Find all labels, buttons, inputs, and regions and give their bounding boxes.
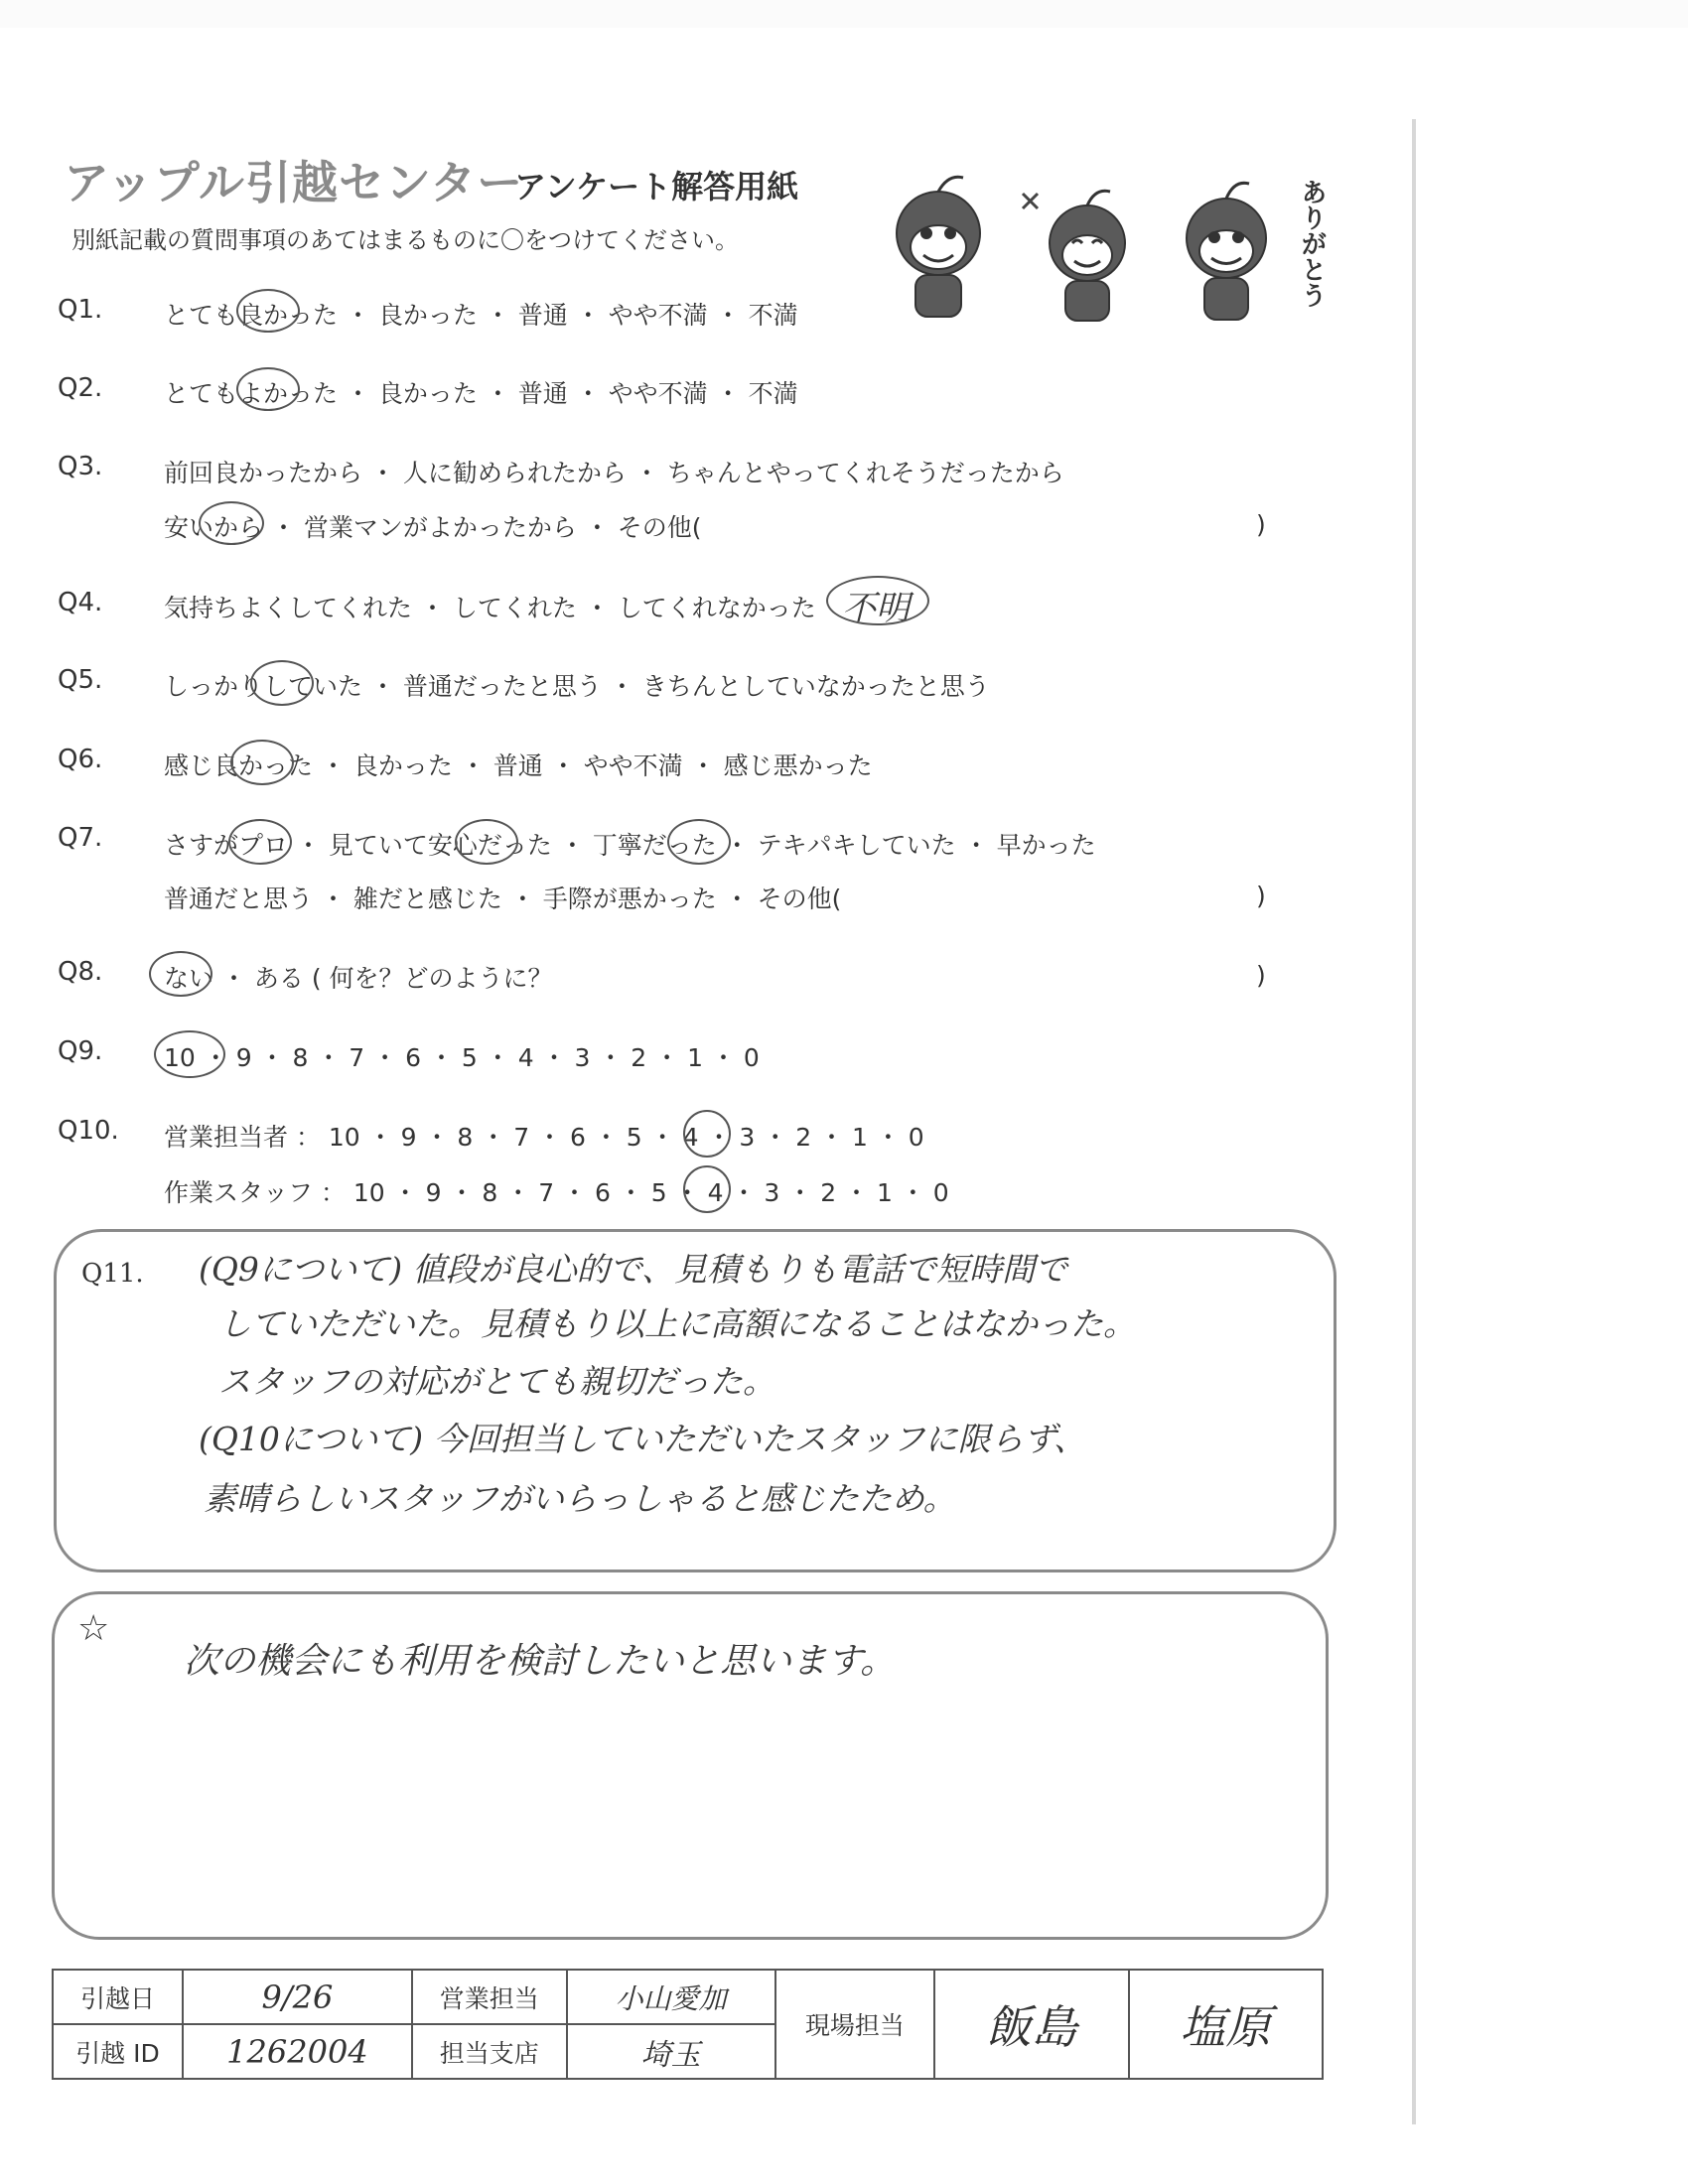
q5-circle-mark: [250, 660, 314, 706]
q8-circle-mark: [149, 951, 212, 997]
sales-label: 営業担当: [412, 1970, 567, 2024]
q11-handwritten-line-3: スタッフの対応がとても親切だった。: [218, 1362, 775, 1401]
q10-label: Q10.: [58, 1116, 119, 1146]
company-title: アップル引越センター: [64, 156, 524, 209]
q7-paren-close: ): [1256, 882, 1266, 910]
q4-circle-mark: [826, 576, 929, 625]
sales-value: 小山愛加: [567, 1970, 775, 2024]
q3-options-line2: 安いから ・ 営業マンがよかったから ・ その他(: [164, 513, 702, 542]
q4-label: Q4.: [58, 588, 103, 617]
q11-label: Q11.: [81, 1259, 144, 1289]
branch-value: 埼玉: [567, 2024, 775, 2079]
site-staff-2: 塩原: [1129, 1970, 1323, 2079]
site-label: 現場担当: [775, 1970, 935, 2079]
q6-circle-mark: [230, 740, 294, 785]
site-staff-1: 飯島: [934, 1970, 1128, 2079]
q2-circle-mark: [236, 367, 300, 411]
monkey-mascot-3: [1187, 183, 1266, 320]
q8-paren-close: ): [1256, 961, 1266, 990]
q6-options: 感じ良かった ・ 良かった ・ 普通 ・ やや不満 ・ 感じ悪かった: [164, 751, 873, 780]
q9-scale: 10 ・ 9 ・ 8 ・ 7 ・ 6 ・ 5 ・ 4 ・ 3 ・ 2 ・ 1 ・ 0: [164, 1043, 760, 1072]
form-subtitle: アンケート解答用紙: [514, 168, 799, 205]
q10-sales-circle-mark: [683, 1110, 731, 1158]
q7-circle-mark-2: [455, 819, 518, 865]
mascot-illustration: [864, 164, 1331, 333]
q11-handwritten-line-5: 素晴らしいスタッフがいらっしゃると感じたため。: [204, 1479, 956, 1518]
q8-label: Q8.: [58, 957, 103, 987]
q1-circle-mark: [236, 289, 300, 333]
scan-top-band: [0, 0, 1688, 28]
q9-label: Q9.: [58, 1036, 103, 1066]
q7-circle-mark-3: [667, 819, 731, 865]
q4-options: 気持ちよくしてくれた ・ してくれた ・ してくれなかった: [164, 594, 816, 622]
move-date-label: 引越日: [53, 1970, 183, 2024]
q3-options-line1: 前回良かったから ・ 人に勧められたから ・ ちゃんとやってくれそうだったから: [164, 459, 1064, 487]
q3-label: Q3.: [58, 452, 103, 481]
monkey-mascot-2: [1023, 191, 1125, 321]
move-id-value: 1262004: [183, 2024, 412, 2079]
q1-options: とても良かった ・ 良かった ・ 普通 ・ やや不満 ・ 不満: [164, 301, 798, 330]
move-id-label: 引越 ID: [53, 2024, 183, 2079]
q7-options-line2: 普通だと思う ・ 雑だと感じた ・ 手際が悪かった ・ その他(: [164, 885, 842, 913]
star-icon: ☆: [77, 1608, 110, 1649]
paper-edge-line: [1412, 119, 1416, 2124]
q11-handwritten-line-4: (Q10について) 今回担当していただいたスタッフに限らず、: [199, 1420, 1086, 1458]
comment-handwritten: 次の機会にも利用を検討したいと思います。: [184, 1641, 897, 1682]
q5-label: Q5.: [58, 665, 103, 695]
q11-handwritten-line-2: していただいた。見積もり以上に高額になることはなかった。: [218, 1304, 1136, 1343]
thanks-text: ありがとう: [1297, 179, 1327, 308]
q10-sales-scale: 営業担当者 ： 10 ・ 9 ・ 8 ・ 7 ・ 6 ・ 5 ・ 4 ・ 3 ・ 2 ・ 1 ・ 0: [164, 1123, 924, 1152]
q3-circle-mark: [199, 501, 264, 545]
q4-handwritten-note: 不明: [842, 589, 910, 628]
q9-circle-mark: [154, 1030, 225, 1078]
q10-staff-scale: 作業スタッフ ： 10 ・ 9 ・ 8 ・ 7 ・ 6 ・ 5 ・ 4 ・ 3 ・ 2 ・ 1 ・ 0: [164, 1178, 949, 1207]
q7-circle-mark-1: [228, 819, 292, 865]
q10-staff-circle-mark: [683, 1165, 731, 1213]
q2-label: Q2.: [58, 373, 103, 403]
branch-label: 担当支店: [412, 2024, 567, 2079]
monkey-mascot-1: [897, 177, 980, 317]
q7-label: Q7.: [58, 823, 103, 853]
q8-options: ない ・ ある ( 何を？どのように？: [164, 964, 553, 993]
move-date-value: 9/26: [183, 1970, 412, 2024]
q5-options: しっかりしていた ・ 普通だったと思う ・ きちんとしていなかったと思う: [164, 672, 990, 701]
q3-paren-close: ): [1256, 510, 1266, 539]
q6-label: Q6.: [58, 745, 103, 774]
q1-label: Q1.: [58, 295, 103, 325]
move-info-table: [52, 1969, 1324, 2080]
q7-options-line1: さすがプロ ・ 見ていて安心だった ・ 丁寧だった ・ テキパキしていた ・ 早かった: [164, 831, 1096, 860]
q2-options: とてもよかった ・ 良かった ・ 普通 ・ やや不満 ・ 不満: [164, 379, 798, 408]
q11-handwritten-line-1: (Q9について) 値段が良心的で、見積もりも電話で短時間で: [199, 1250, 1067, 1289]
instruction-text: 別紙記載の質問事項のあてはまるものに〇をつけてください。: [71, 226, 739, 254]
